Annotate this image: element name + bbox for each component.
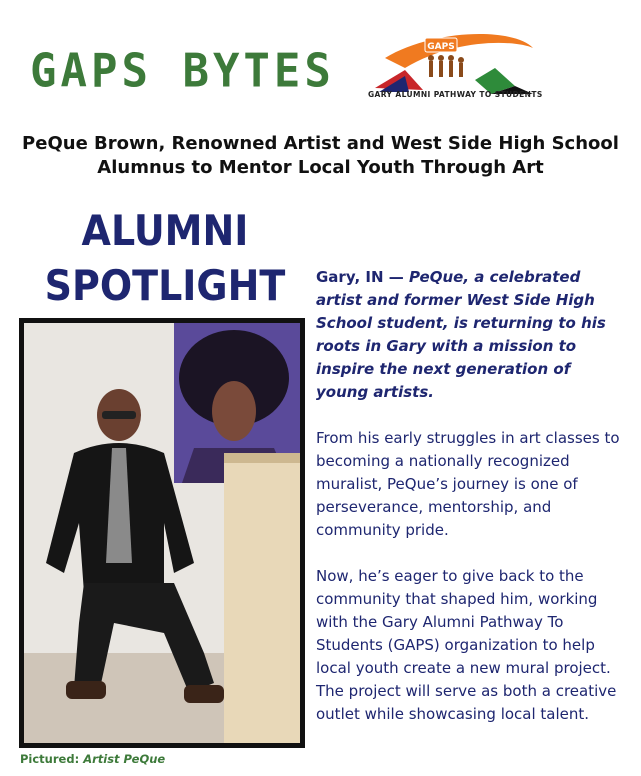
section-title (40, 203, 290, 313)
photo-caption (20, 752, 165, 766)
article-paragraph-2: From his early struggles in art classes to becoming a nationally recognized muralist, PeQue’s journey is one of perseverance, mentorship, and community pride. (316, 429, 620, 539)
masthead-title: GAPS BYTES (30, 44, 335, 99)
article-dateline: Gary, IN — (316, 268, 409, 286)
section-title-line-2: SPOTLIGHT (44, 261, 286, 310)
article-body (316, 266, 626, 749)
article-paragraph-3: Now, he’s eager to give back to the community that shaped him, working with the Gary Alumni Pathway To Students (GAPS) organization to help local youth create a new mural project. The project will serve as both a creative outlet while showcasing local talent. (316, 567, 617, 723)
caption-subject: Artist PeQue (83, 752, 166, 766)
article-lead (316, 266, 626, 404)
headline (0, 132, 641, 180)
caption-label: Pictured: (20, 752, 84, 766)
logo-tagline: GARY ALUMNI PATHWAY TO STUDENTS (368, 90, 543, 99)
logo-badge: GAPS (427, 42, 455, 52)
artist-photo (19, 318, 305, 748)
headline-line-2: Alumnus to Mentor Local Youth Through Art (97, 157, 544, 178)
section-title-line-1: ALUMNI (81, 206, 249, 255)
article-lead-text: PeQue, a celebrated artist and former West Side High School student, is returning to his roots in Gary with a mission to inspire the next generation of young artists. (316, 268, 606, 401)
headline-line-1: PeQue Brown, Renowned Artist and West Side High School (22, 133, 619, 154)
artist-photo-image (24, 323, 300, 743)
